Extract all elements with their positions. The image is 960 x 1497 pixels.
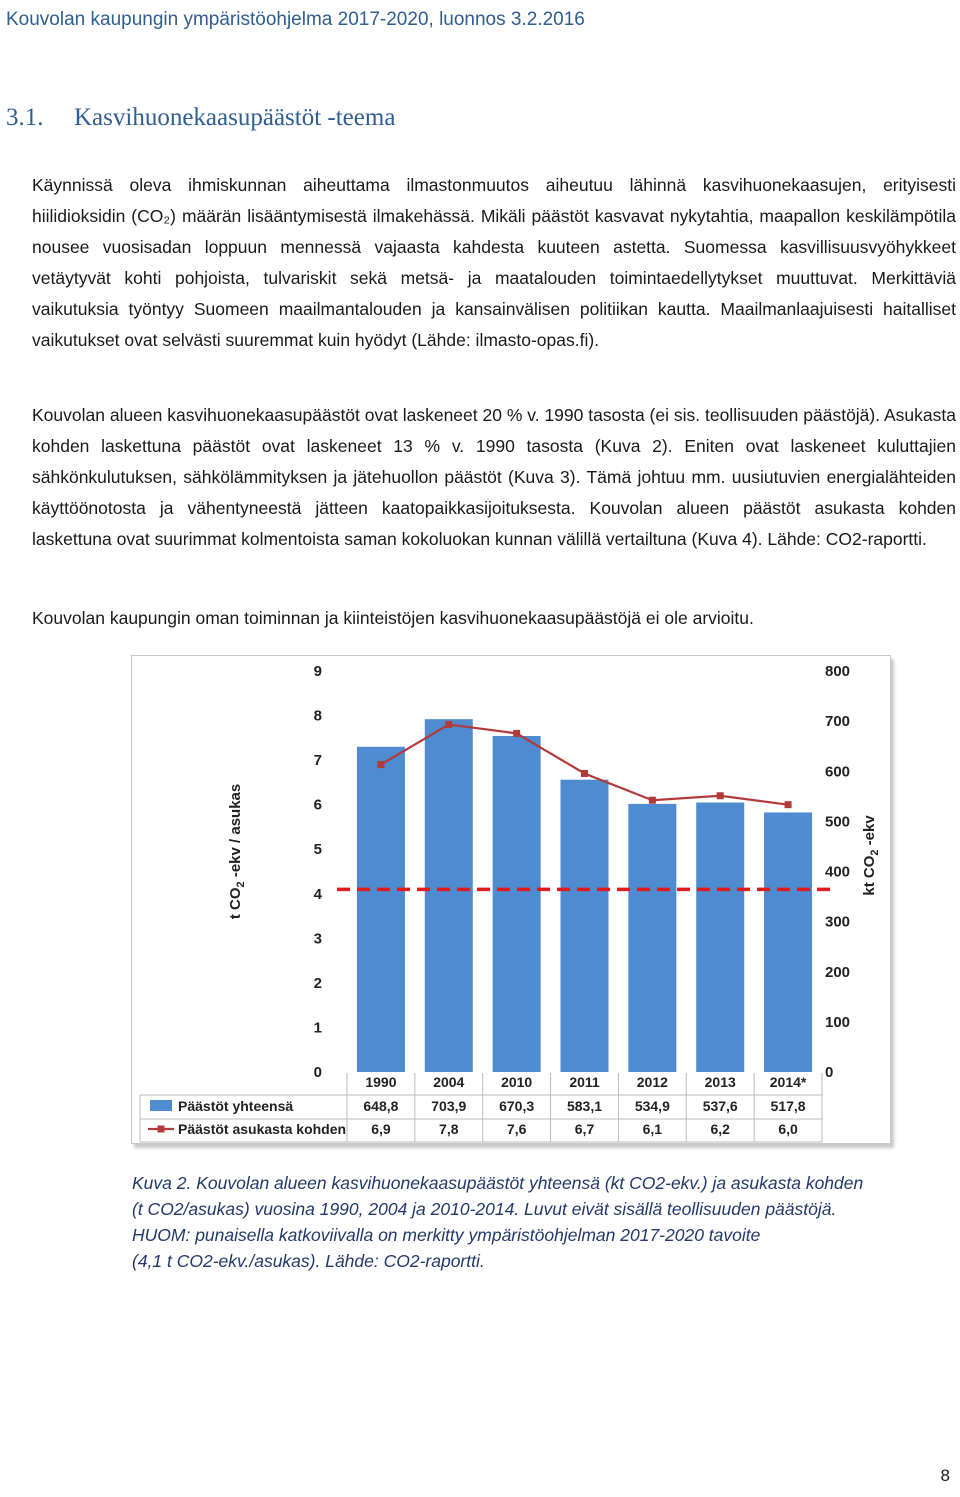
right-axis-tick: 300 <box>825 913 851 931</box>
right-axis-tick: 0 <box>825 1064 834 1081</box>
right-axis-tick: 100 <box>825 1013 851 1031</box>
per-capita-point-2011 <box>581 770 588 777</box>
caption-line: HUOM: punaisella katkoviivalla on merkitty ympäristöohjelman 2017-2020 tavoite <box>132 1225 761 1245</box>
legend-label-line: Päästöt asukasta kohden <box>178 1121 347 1137</box>
caption-line: (4,1 t CO2-ekv./asukas). Lähde: CO2-raportti. <box>132 1251 485 1271</box>
legend-key-marker <box>158 1126 165 1133</box>
category-label: 2011 <box>569 1074 600 1090</box>
bar-2013 <box>696 803 744 1072</box>
right-axis-tick: 600 <box>825 763 851 781</box>
left-axis-tick: 8 <box>313 707 322 725</box>
emissions-chart <box>131 655 891 1144</box>
bar-2012 <box>628 804 676 1072</box>
left-axis-tick: 6 <box>313 796 322 814</box>
left-axis-tick: 5 <box>313 841 322 859</box>
bar-1990 <box>357 747 405 1072</box>
legend-label-bars: Päästöt yhteensä <box>178 1098 294 1114</box>
table-value-total: 583,1 <box>566 1098 603 1114</box>
page-number: 8 <box>940 1466 950 1485</box>
per-capita-point-2013 <box>717 792 724 799</box>
table-value-total: 534,9 <box>634 1098 670 1114</box>
right-axis-tick: 800 <box>825 663 851 680</box>
section-heading <box>6 104 395 132</box>
left-axis-tick: 2 <box>313 974 322 992</box>
left-axis-title-part: -ekv / asukas <box>227 783 244 882</box>
category-label: 2004 <box>433 1074 465 1090</box>
left-axis-title <box>227 784 247 919</box>
bar-2011 <box>561 780 609 1072</box>
per-capita-point-2014* <box>785 801 792 808</box>
intro-paragraph: Käynnissä oleva ihmiskunnan aiheuttama ilmastonmuutos aiheutuu lähinnä kasvihuonekaasujen, erityisesti hiilidioksidin (CO₂) määrän lisääntymisestä ilmakehässä. Mikäli päästöt kasvavat nykytahtia, maapallon keskilämpötila nousee vuosisadan loppuun mennessä vajaasta kahdesta kuuteen astetta. Suomessa kasvillisuusvyöhykkeet vetäytyvät kohti pohjoista, tulvariskit sekä metsä- ja maatalouden toimintaedellytykset muuttuvat. Merkittäviä vaikutuksia työntyy Suomeen maailmantalouden ja kansainvälisen politiikan kautta. Maailmanlaajuisesti haitalliset vaikutukset ovat selvästi suuremmat kuin hyödyt (Lähde: ilmasto-opas.fi). <box>32 175 956 350</box>
category-label: 2012 <box>636 1074 668 1090</box>
per-capita-point-1990 <box>377 761 384 768</box>
table-value-per-capita: 6,9 <box>371 1121 391 1137</box>
right-axis-tick: 700 <box>825 713 851 731</box>
figure-caption <box>132 1170 960 1274</box>
table-value-per-capita: 6,0 <box>778 1121 798 1137</box>
table-value-total: 648,8 <box>363 1098 399 1114</box>
table-value-per-capita: 7,6 <box>506 1121 527 1137</box>
right-axis-title <box>861 815 881 896</box>
table-value-total: 517,8 <box>770 1098 806 1114</box>
right-axis-tick: 200 <box>825 963 851 981</box>
category-label: 1990 <box>365 1074 397 1090</box>
right-axis-title-part: kt CO <box>861 855 878 896</box>
category-label: 2013 <box>704 1074 736 1090</box>
left-axis-tick: 7 <box>313 752 322 770</box>
left-axis-title-part: t CO <box>227 887 244 920</box>
right-axis-title-part: -ekv <box>861 815 878 850</box>
per-capita-point-2012 <box>649 797 656 804</box>
left-axis-tick: 0 <box>313 1064 322 1081</box>
chart-canvas <box>132 656 890 1143</box>
per-capita-point-2010 <box>513 730 520 737</box>
page-header <box>0 0 960 42</box>
bar-2010 <box>493 736 541 1072</box>
document-title: Kouvolan kaupungin ympäristöohjelma 2017-2020, luonnos 3.2.2016 <box>6 9 585 30</box>
left-axis-tick: 3 <box>313 930 322 948</box>
bar-2014* <box>764 812 812 1072</box>
table-value-total: 670,3 <box>499 1098 535 1114</box>
caption-line: Kuva 2. Kouvolan alueen kasvihuonekaasupäästöt yhteensä (kt CO2-ekv.) ja asukasta kohden <box>132 1173 864 1193</box>
emissions-paragraph: Kouvolan alueen kasvihuonekaasupäästöt ovat laskeneet 20 % v. 1990 tasosta (ei sis. teollisuuden päästöjä). Asukasta kohden laskettuna päästöt ovat laskeneet 13 % v. 1990 tasosta (Kuva 2). Eniten ovat laskeneet kuluttajien sähkönkulutuksen, sähkölämmityksen ja jätehuollon päästöt (Kuva 3). Tämä johtuu mm. uusiutuvien energialähteiden käyttöönotosta ja vähentyneestä jätteen kaatopaikkasijoituksesta. Kouvolan alueen päästöt asukasta kohden laskettuna ovat suurimmat kolmentoista saman kokoluokan kunnan välillä vertailtuna (Kuva 4). Lähde: CO2-raportti. <box>32 405 956 549</box>
section-title: Kasvihuonekaasupäästöt -teema <box>74 104 396 131</box>
table-value-per-capita: 7,8 <box>439 1121 459 1137</box>
municipal-paragraph: Kouvolan kaupungin oman toiminnan ja kiinteistöjen kasvihuonekaasupäästöjä ei ole arvioitu. <box>32 608 754 628</box>
caption-line: (t CO2/asukas) vuosina 1990, 2004 ja 2010-2014. Luvut eivät sisällä teollisuuden päästöjä. <box>132 1199 837 1219</box>
category-label: 2010 <box>501 1074 533 1090</box>
per-capita-point-2004 <box>445 721 452 728</box>
right-axis-title-part: 2 <box>869 849 881 856</box>
left-axis-title-part: 2 <box>235 881 247 888</box>
legend-key-bars <box>150 1100 172 1111</box>
right-axis-tick: 400 <box>825 863 851 881</box>
left-axis-tick: 1 <box>313 1019 322 1037</box>
left-axis-tick: 9 <box>313 663 322 680</box>
table-value-total: 703,9 <box>431 1098 467 1114</box>
table-value-per-capita: 6,7 <box>574 1121 595 1137</box>
right-axis-tick: 500 <box>825 813 851 831</box>
section-number: 3.1. <box>6 104 44 131</box>
table-value-total: 537,6 <box>702 1098 738 1114</box>
bar-2004 <box>425 719 473 1072</box>
left-axis-tick: 4 <box>313 885 322 903</box>
table-value-per-capita: 6,2 <box>710 1121 730 1137</box>
table-value-per-capita: 6,1 <box>642 1121 663 1137</box>
category-label: 2014* <box>769 1074 807 1090</box>
